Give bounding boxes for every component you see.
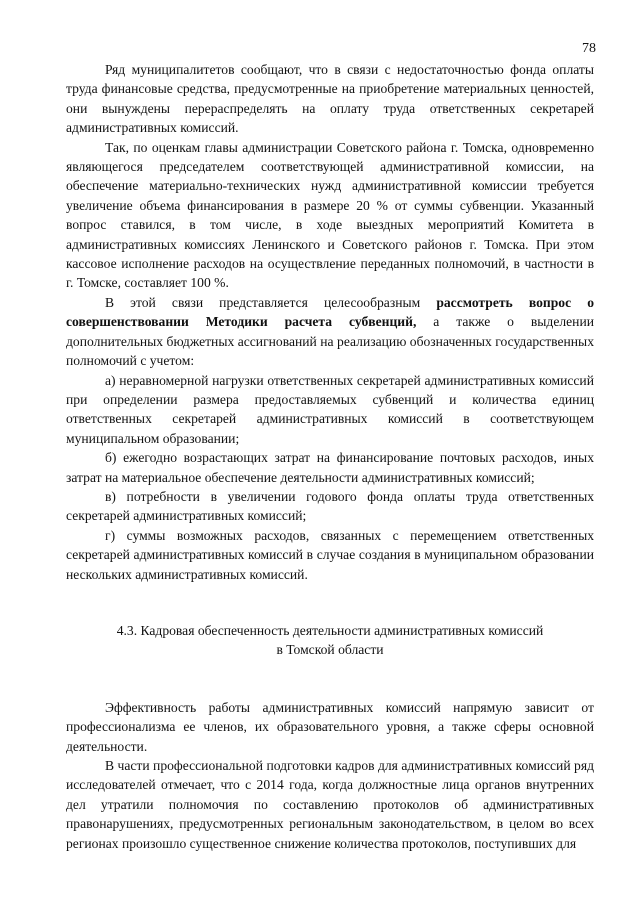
section-heading [66,621,594,660]
page-body [66,60,594,853]
paragraph-recommendation [66,293,594,371]
list-item-a: а) неравномерной нагрузки ответственных секретарей административных комиссий при определении размера предоставляемых субвенций и количества единиц ответственных секретарей административных комиссий в соответствующем муниципальном образовании; [66,372,594,446]
list-item-b: б) ежегодно возрастающих затрат на финансирование почтовых расходов, иных затрат на материальное обеспечение деятельности административных комиссий; [66,450,594,485]
paragraph-sovetsky-district: Так, по оценкам главы администрации Советского района г. Томска, одновременно являющегося председателем соответствующей административной комиссии, на обеспечение материально-технических нужд административной комиссии требуется увеличение объема финансирования в размере 20 % от суммы субвенции. Указанный вопрос ставился, в том числе, в ходе выездных мероприятий Комитета в административных комиссиях Ленинского и Советского районов г. Томска. При этом кассовое исполнение расходов на осуществление переданных полномочий, в частности в г. Томске, составляет 100 %. [66,139,594,291]
page-number: 78 [582,41,596,56]
recommendation-tail: а также о выделении дополнительных бюджетных ассигнований на реализацию обозначенных государственных полномочий с учетом: [66,314,595,369]
section-heading-line-1: 4.3. Кадровая обеспеченность деятельности административных комиссий [116,622,544,638]
paragraph-insufficient-funds: Ряд муниципалитетов сообщают, что в связи с недостаточностью фонда оплаты труда финансовые средства, предусмотренные на приобретение материальных ценностей, они вынуждены перераспределять на оплату труда ответственных секретарей административных комиссий. [66,62,594,136]
paragraph-professional-training: В части профессиональной подготовки кадров для административных комиссий ряд исследователей отмечает, что с 2014 года, когда должностные лица органов внутренних дел утратили полномочия по составлению протоколов об административных правонарушениях, предусмотренных региональным законодательством, в целом во всех регионах произошло существенное снижение количества протоколов, поступивших для [66,758,594,851]
recommendation-emphasis: рассмотреть вопрос о совершенствовании Методики расчета субвенций, [66,294,594,330]
list-item-g: г) суммы возможных расходов, связанных с перемещением ответственных секретарей административных комиссий в случае создания в муниципальном образовании нескольких административных комиссий. [66,527,594,582]
list-item-v: в) потребности в увеличении годового фонда оплаты труда ответственных секретарей административных комиссий; [66,488,594,524]
paragraph-effectiveness: Эффективность работы административных комиссий напрямую зависит от профессионализма ее членов, их образовательного уровня, а также сферы основной деятельности. [66,699,594,754]
recommendation-lead: В этой связи представляется целесообразным [105,294,437,310]
section-heading-line-2: в Томской области [276,642,384,658]
